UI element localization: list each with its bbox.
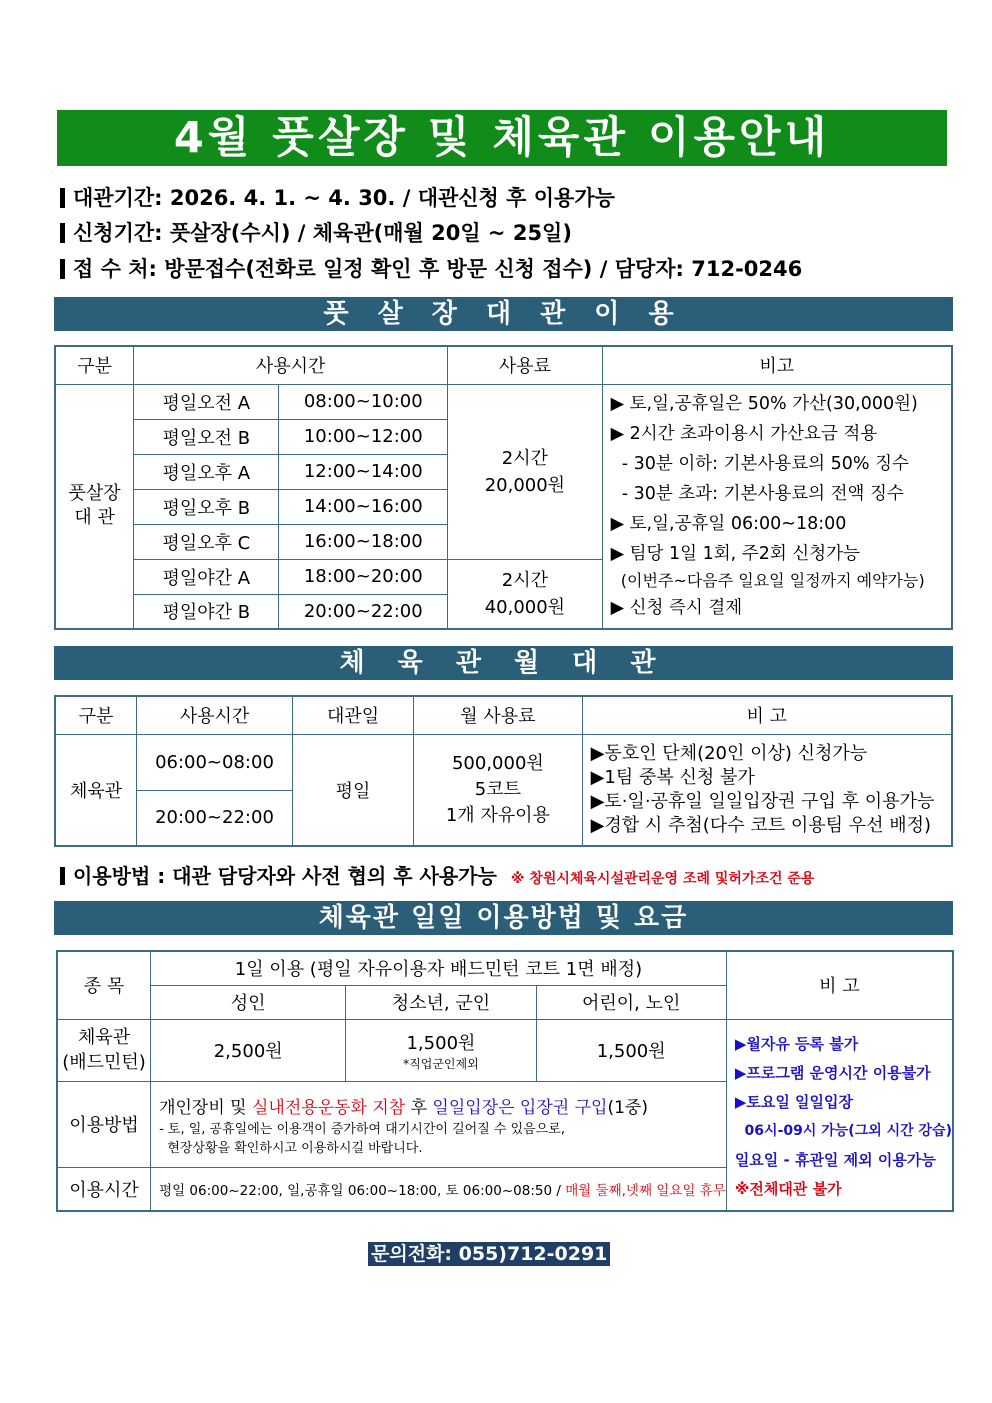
slot-name: 평일오전 A [134,384,279,419]
application-period [60,219,572,247]
futsal-header-time: 사용시간 [134,346,448,384]
daily-method [151,1081,727,1167]
usage-method-text: 이용방법 : 대관 담당자와 사전 협의 후 사용가능 [73,864,497,888]
futsal-note: (이번주~다음주 일요일 일정까지 예약가능) [610,571,925,591]
gym-note: ▶경합 시 추첨(다수 코트 이용팀 우선 배정) [590,814,932,836]
usage-method-note: ※ 창원시체육시설관리운영 조례 및허가조건 준용 [510,871,815,887]
futsal-fee-night: 2시간 40,000원 [448,559,602,629]
slot-time: 16:00~18:00 [279,524,448,559]
futsal-note: ▶ 2시간 초과이용시 가산요금 적용 [610,424,878,445]
gym-table [54,695,953,847]
gym-day: 평일 [292,734,413,846]
reception [60,255,802,283]
daily-section-title: 체육관 일일 이용방법 및 요금 [54,901,953,935]
bullet-bar [60,223,65,243]
futsal-note: ▶ 토,일,공휴일 06:00~18:00 [610,514,847,535]
slot-name: 평일오후 B [134,489,279,524]
gym-time: 20:00~22:00 [137,790,293,846]
gym-fee: 500,000원 5코트 1개 자유이용 [414,734,582,846]
reception-text: 접 수 처: 방문접수(전화로 일정 확인 후 방문 신청 접수) / 담당자: 712-0246 [73,257,803,281]
futsal-header-category: 구분 [55,346,134,384]
time-part: 평일 06:00~22:00, 일,공휴일 06:00~18:00, 토 06:00~08:50 / [159,1182,566,1199]
futsal-note: - 30분 이하: 기본사용료의 50% 징수 [610,454,909,475]
futsal-note: - 30분 초과: 기본사용료의 전액 징수 [610,484,904,505]
bullet-bar [60,259,65,279]
adult-fee: 2,500원 [151,1019,346,1081]
daily-note: ▶프로그램 운영시간 이용불가 [734,1063,931,1082]
futsal-fee-day: 2시간 20,000원 [448,384,602,559]
contact-phone: 문의전화: 055)712-0291 [368,1242,610,1266]
daily-notes [726,1019,953,1211]
futsal-category: 풋살장 대 관 [55,384,134,629]
daily-note: 06시-09시 가능(그외 시간 강습) [734,1122,952,1139]
futsal-notes [602,384,952,629]
daily-note: ▶토요일 일일입장 [734,1092,854,1111]
slot-time: 14:00~16:00 [279,489,448,524]
rental-period-text: 대관기간: 2026. 4. 1. ~ 4. 30. / 대관신청 후 이용가능 [73,186,615,210]
daily-note: 일요일 - 휴관일 제외 이용가능 [734,1150,936,1169]
daily-header-daily: 1일 이용 (평일 자유이용자 배드민턴 코트 1면 배정) [151,951,727,985]
slot-time: 12:00~14:00 [279,454,448,489]
futsal-header-fee: 사용료 [448,346,602,384]
slot-name: 평일야간 A [134,559,279,594]
gym-time: 06:00~08:00 [137,734,293,790]
application-period-text: 신청기간: 풋살장(수시) / 체육관(매월 20일 ~ 25일) [73,221,572,245]
method-part-red: 실내전용운동화 지참 [251,1097,406,1118]
method-part-blue: 일일입장은 입장권 구입 [432,1097,608,1118]
child-fee: 1,500원 [536,1019,726,1081]
slot-time: 18:00~20:00 [279,559,448,594]
slot-name: 평일오전 B [134,419,279,454]
gym-note: ▶토·일·공휴일 일일입장권 구입 후 이용가능 [590,790,935,812]
gym-note: ▶동호인 단체(20인 이상) 신청가능 [590,742,868,764]
gym-note: ▶1팀 중복 신청 불가 [590,766,755,788]
bullet-bar [60,867,65,885]
futsal-table [54,345,953,630]
slot-time: 20:00~22:00 [279,594,448,629]
daily-header-note: 비 고 [726,951,953,1019]
futsal-note: ▶ 토,일,공휴일은 50% 가산(30,000원) [610,394,918,415]
daily-time [151,1167,727,1211]
method-part: 개인장비 및 [159,1097,252,1118]
time-part-red: 매월 둘째,넷째 일요일 휴무 [565,1182,726,1199]
daily-header-item: 종 목 [57,951,151,1019]
youth-fee: 1,500원 [406,1032,476,1054]
page-title: 4월 풋살장 및 체육관 이용안내 [57,110,947,166]
slot-name: 평일오후 C [134,524,279,559]
bullet-bar [60,188,65,208]
gym-section-title: 체 육 관 월 대 관 [54,646,953,680]
method-part: (1중) [607,1097,648,1118]
rental-period [60,184,615,212]
daily-header-child: 어린이, 노인 [536,985,726,1019]
gym-header-fee: 월 사용료 [414,696,582,734]
futsal-note: ▶ 신청 즉시 결제 [610,598,743,619]
daily-note-red: ※전체대관 불가 [734,1179,842,1198]
daily-table [56,950,954,1212]
daily-method-sub: 현장상황을 확인하시고 이용하시길 바랍니다. [159,1140,423,1156]
youth-fee-cell [346,1019,536,1081]
method-part: 후 [405,1097,433,1118]
gym-notes [582,734,952,846]
gym-header-day: 대관일 [292,696,413,734]
usage-method [60,860,814,889]
daily-note: ▶월자유 등록 불가 [734,1034,859,1053]
daily-row-gym-label: 체육관 (배드민턴) [57,1019,151,1081]
daily-row-method-label: 이용방법 [57,1081,151,1167]
futsal-header-note: 비고 [602,346,952,384]
futsal-section-title: 풋 살 장 대 관 이 용 [54,297,953,331]
slot-time: 08:00~10:00 [279,384,448,419]
youth-fee-sub: *직업군인제외 [403,1056,479,1071]
gym-header-category: 구분 [55,696,137,734]
slot-time: 10:00~12:00 [279,419,448,454]
gym-category: 체육관 [55,734,137,846]
futsal-note: ▶ 팀당 1일 1회, 주2회 신청가능 [610,544,860,565]
gym-header-time: 사용시간 [137,696,293,734]
slot-name: 평일야간 B [134,594,279,629]
daily-method-line [159,1093,726,1118]
daily-header-adult: 성인 [151,985,346,1019]
daily-row-time-label: 이용시간 [57,1167,151,1211]
daily-method-sub: - 토, 일, 공휴일에는 이용객이 증가하여 대기시간이 길어질 수 있음으로, [159,1121,565,1137]
daily-header-youth: 청소년, 군인 [346,985,536,1019]
gym-header-note: 비 고 [582,696,952,734]
slot-name: 평일오후 A [134,454,279,489]
